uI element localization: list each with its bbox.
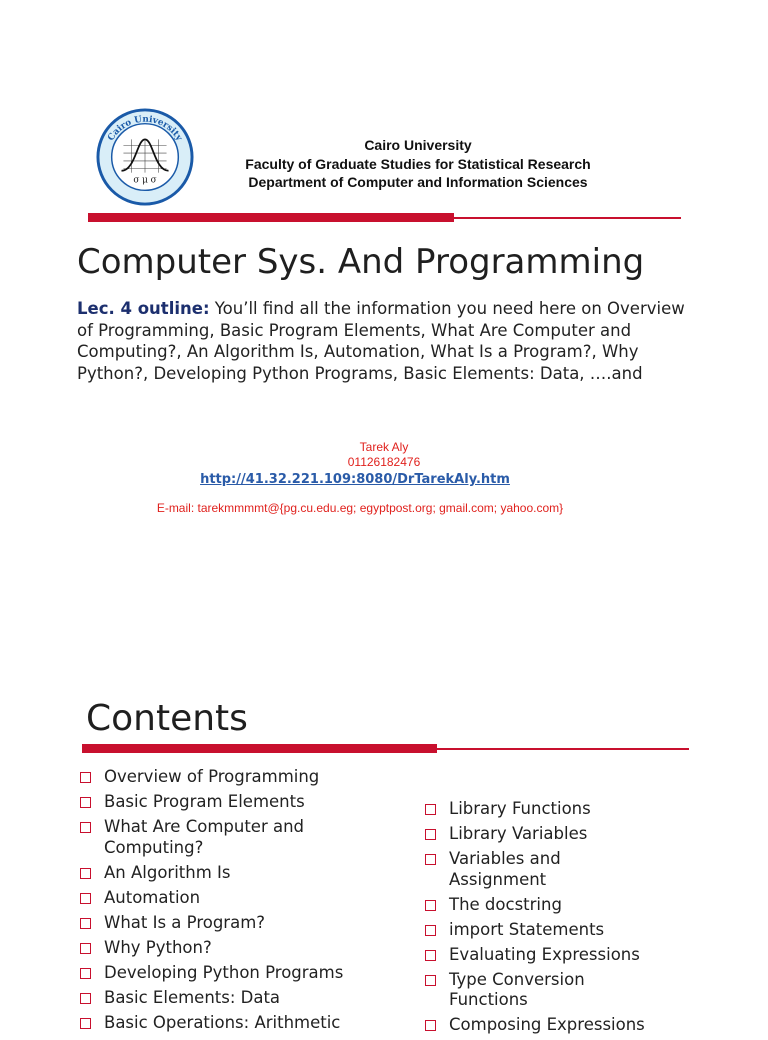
checkbox-bullet-icon (80, 1018, 91, 1029)
contents-divider (82, 748, 689, 750)
checkbox-bullet-icon (80, 893, 91, 904)
university-logo (96, 108, 194, 206)
list-item: Evaluating Expressions (423, 945, 703, 966)
list-item: An Algorithm Is (78, 863, 378, 884)
outline-lead: Lec. 4 outline: (77, 299, 210, 318)
checkbox-bullet-icon (425, 1020, 436, 1031)
list-item: Automation (78, 888, 378, 909)
list-item: import Statements (423, 920, 703, 941)
list-item: Overview of Programming (78, 767, 378, 788)
list-item: Developing Python Programs (78, 963, 378, 984)
checkbox-bullet-icon (80, 968, 91, 979)
checkbox-bullet-icon (80, 797, 91, 808)
checkbox-bullet-icon (425, 925, 436, 936)
list-item: Variables and Assignment (423, 849, 629, 890)
list-item: What Are Computer and Computing? (78, 817, 344, 858)
header-block (208, 136, 628, 192)
logo-ring-text: Cairo University (106, 114, 184, 143)
list-item: Why Python? (78, 938, 378, 959)
list-item: Library Variables (423, 824, 703, 845)
university-name: Cairo University (364, 137, 472, 153)
faculty-name: Faculty of Graduate Studies for Statistical Research (245, 155, 591, 172)
list-item: Library Functions (423, 799, 703, 820)
list-item: Basic Program Elements (78, 792, 378, 813)
logo-symbols: σ μ σ (133, 175, 157, 186)
department-name: Department of Computer and Information Sciences (248, 174, 588, 190)
checkbox-bullet-icon (80, 868, 91, 879)
checkbox-bullet-icon (425, 900, 436, 911)
checkbox-bullet-icon (80, 822, 91, 833)
list-item: Basic Elements: Data (78, 988, 378, 1009)
checkbox-bullet-icon (80, 993, 91, 1004)
checkbox-bullet-icon (425, 804, 436, 815)
author-phone: 01126182476 (347, 455, 421, 469)
checkbox-bullet-icon (425, 975, 436, 986)
slide-title: Computer Sys. And Programming (77, 242, 645, 282)
checkbox-bullet-icon (80, 943, 91, 954)
checkbox-bullet-icon (425, 854, 436, 865)
contents-right-list (423, 799, 703, 1040)
lecture-outline (77, 298, 697, 384)
header-divider (88, 217, 681, 219)
contents-left-list (78, 767, 378, 1038)
list-item: The docstring (423, 895, 703, 916)
list-item: Type Conversion Functions (423, 970, 629, 1011)
list-item: Basic Operations: Arithmetic (78, 1013, 378, 1034)
author-email: E-mail: tarekmmmmt@{pg.cu.edu.eg; egyptpost.org; gmail.com; yahoo.com} (156, 501, 564, 515)
author-name: Tarek Aly (359, 440, 409, 454)
list-item: What Is a Program? (78, 913, 378, 934)
outline-text: You’ll find all the information you need here on Overview of Programming, Basic Program Elements, What Are Computer and Computing?, An Algorithm Is, Automation, What Is a Program?, Why Python?, Developing Python Programs, Basic Elements: Data, ….and (77, 299, 685, 383)
contents-title: Contents (86, 698, 248, 739)
checkbox-bullet-icon (425, 829, 436, 840)
homepage-link[interactable]: http://41.32.221.109:8080/DrTarekAly.htm (200, 472, 510, 487)
checkbox-bullet-icon (80, 918, 91, 929)
checkbox-bullet-icon (80, 772, 91, 783)
checkbox-bullet-icon (425, 950, 436, 961)
list-item: Composing Expressions (423, 1015, 703, 1036)
